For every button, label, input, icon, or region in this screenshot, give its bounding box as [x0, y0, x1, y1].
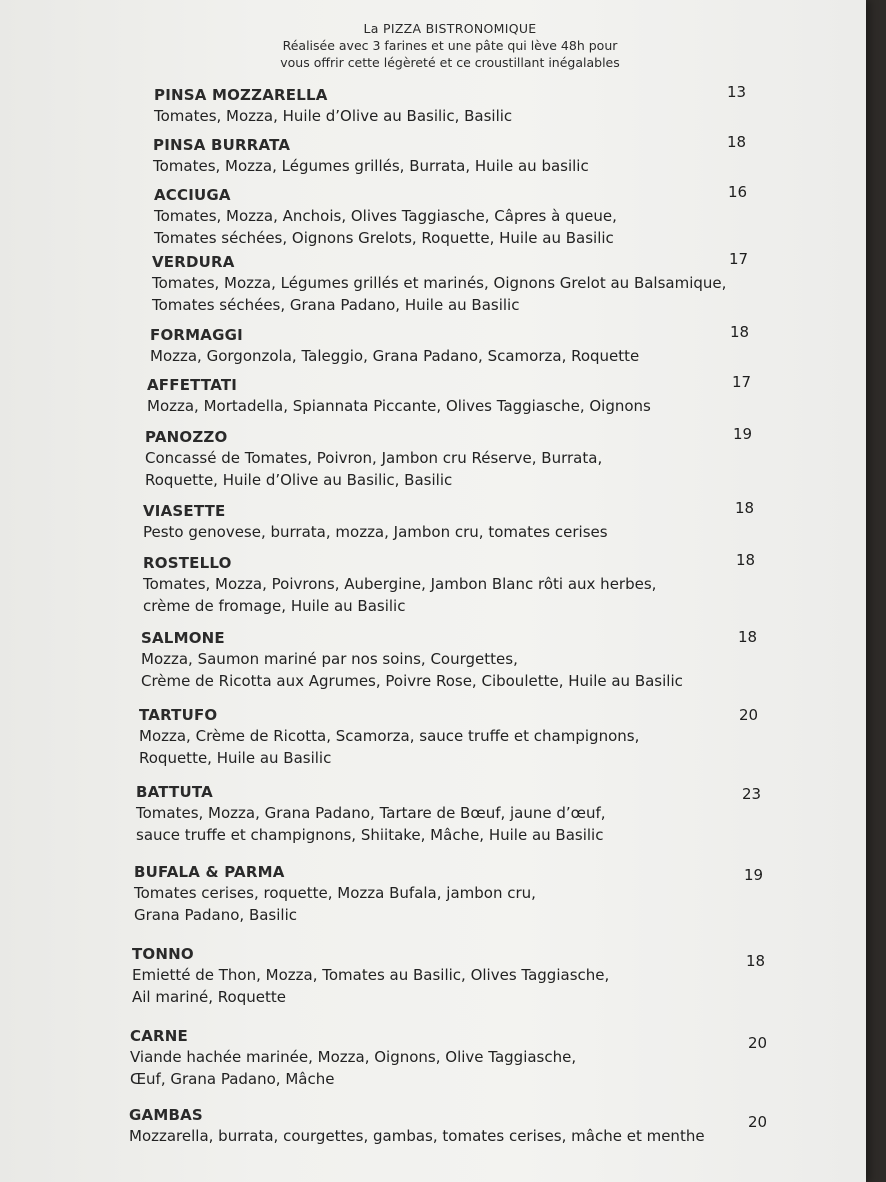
menu-item	[132, 944, 872, 1008]
menu-item	[147, 375, 886, 417]
menu-item	[150, 325, 886, 367]
menu-item-description: Concassé de Tomates, Poivron, Jambon cru Réserve, Burrata,	[145, 449, 603, 467]
menu-item-description: Tomates séchées, Oignons Grelots, Roquette, Huile au Basilic	[154, 229, 614, 247]
menu-item	[143, 553, 883, 617]
menu-item-description: Mozza, Mortadella, Spiannata Piccante, Olives Taggiasche, Oignons	[147, 397, 651, 415]
menu-item-description: Grana Padano, Basilic	[134, 906, 297, 924]
menu-item	[145, 427, 885, 491]
menu-item-price: 18	[730, 323, 750, 341]
menu-item-name: PINSA BURRATA	[153, 136, 291, 154]
menu-item-description: Tomates, Mozza, Anchois, Olives Taggiasche, Câpres à queue,	[154, 207, 617, 225]
menu-item-description: Roquette, Huile au Basilic	[139, 749, 332, 767]
menu-item-description: Viande hachée marinée, Mozza, Oignons, Olive Taggiasche,	[130, 1048, 577, 1066]
menu-item	[141, 628, 881, 692]
menu-item-name: CARNE	[130, 1027, 188, 1045]
menu-item-price: 20	[748, 1113, 768, 1131]
menu-item-description: Tomates, Mozza, Légumes grillés, Burrata, Huile au basilic	[153, 157, 589, 175]
menu-item-price: 23	[742, 785, 762, 803]
menu-item-name: PANOZZO	[145, 428, 228, 446]
menu-item-price: 18	[746, 952, 766, 970]
menu-item-name: BUFALA & PARMA	[134, 863, 285, 881]
menu-item	[129, 1105, 869, 1147]
menu-item-price: 17	[732, 373, 752, 391]
menu-title: La PIZZA BISTRONOMIQUE	[363, 21, 537, 36]
menu-item-price: 18	[738, 628, 758, 646]
menu-item-description: Mozza, Gorgonzola, Taleggio, Grana Padano, Scamorza, Roquette	[150, 347, 640, 365]
menu-item-price: 18	[727, 133, 747, 151]
menu-header	[0, 20, 886, 71]
menu-item-price: 16	[728, 183, 748, 201]
menu-item-name: BATTUTA	[136, 783, 213, 801]
menu-item-name: ACCIUGA	[154, 186, 231, 204]
menu-item-name: TARTUFO	[139, 706, 218, 724]
menu-subtitle-line-1: Réalisée avec 3 farines et une pâte qui lève 48h pour	[282, 38, 618, 53]
menu-item	[152, 252, 886, 316]
menu-item-price: 13	[727, 83, 747, 101]
menu-item-name: SALMONE	[141, 629, 225, 647]
menu-item-description: Mozza, Saumon mariné par nos soins, Courgettes,	[141, 650, 518, 668]
menu-item-price: 18	[736, 551, 756, 569]
menu-item-price: 20	[739, 706, 759, 724]
menu-item-name: TONNO	[132, 945, 194, 963]
menu-item-price: 19	[744, 866, 764, 884]
menu-item-price: 20	[748, 1034, 768, 1052]
menu-item-description: Tomates, Mozza, Huile d’Olive au Basilic, Basilic	[154, 107, 513, 125]
menu-item-price: 19	[733, 425, 753, 443]
menu-item-description: Tomates séchées, Grana Padano, Huile au Basilic	[152, 296, 520, 314]
menu-item-description: Crème de Ricotta aux Agrumes, Poivre Rose, Ciboulette, Huile au Basilic	[141, 672, 683, 690]
menu-item-name: FORMAGGI	[150, 326, 243, 344]
menu-item	[143, 501, 883, 543]
menu-item-description: Mozzarella, burrata, courgettes, gambas, tomates cerises, mâche et menthe	[129, 1127, 705, 1145]
menu-item-description: Ail mariné, Roquette	[132, 988, 286, 1006]
menu-item-name: VIASETTE	[143, 502, 226, 520]
menu-item-description: Mozza, Crème de Ricotta, Scamorza, sauce truffe et champignons,	[139, 727, 640, 745]
menu-item-description: Emietté de Thon, Mozza, Tomates au Basilic, Olives Taggiasche,	[132, 966, 610, 984]
menu-item-price: 17	[729, 250, 749, 268]
menu-item-description: Tomates, Mozza, Légumes grillés et marinés, Oignons Grelot au Balsamique,	[152, 274, 727, 292]
menu-item	[130, 1026, 870, 1090]
menu-item-name: VERDURA	[152, 253, 235, 271]
menu-item	[153, 135, 886, 177]
menu-item-description: Œuf, Grana Padano, Mâche	[130, 1070, 335, 1088]
menu-subtitle-line-2: vous offrir cette légèreté et ce croustillant inégalables	[280, 55, 620, 70]
menu-item-name: AFFETTATI	[147, 376, 238, 394]
menu-item-description: Tomates, Mozza, Poivrons, Aubergine, Jambon Blanc rôti aux herbes,	[143, 575, 657, 593]
menu-item-name: PINSA MOZZARELLA	[154, 86, 328, 104]
menu-item-name: GAMBAS	[129, 1106, 203, 1124]
menu-item	[134, 862, 874, 926]
menu-item	[154, 85, 886, 127]
menu-item	[154, 185, 886, 249]
menu-item-description: Tomates cerises, roquette, Mozza Bufala, jambon cru,	[134, 884, 536, 902]
menu-item-description: sauce truffe et champignons, Shiitake, Mâche, Huile au Basilic	[136, 826, 604, 844]
menu-item-description: crème de fromage, Huile au Basilic	[143, 597, 406, 615]
menu-item-price: 18	[735, 499, 755, 517]
menu-item-description: Pesto genovese, burrata, mozza, Jambon cru, tomates cerises	[143, 523, 608, 541]
menu-item-name: ROSTELLO	[143, 554, 232, 572]
menu-item	[139, 705, 879, 769]
menu-item-description: Tomates, Mozza, Grana Padano, Tartare de Bœuf, jaune d’œuf,	[136, 804, 606, 822]
menu-item-description: Roquette, Huile d’Olive au Basilic, Basilic	[145, 471, 453, 489]
menu-item	[136, 782, 876, 846]
